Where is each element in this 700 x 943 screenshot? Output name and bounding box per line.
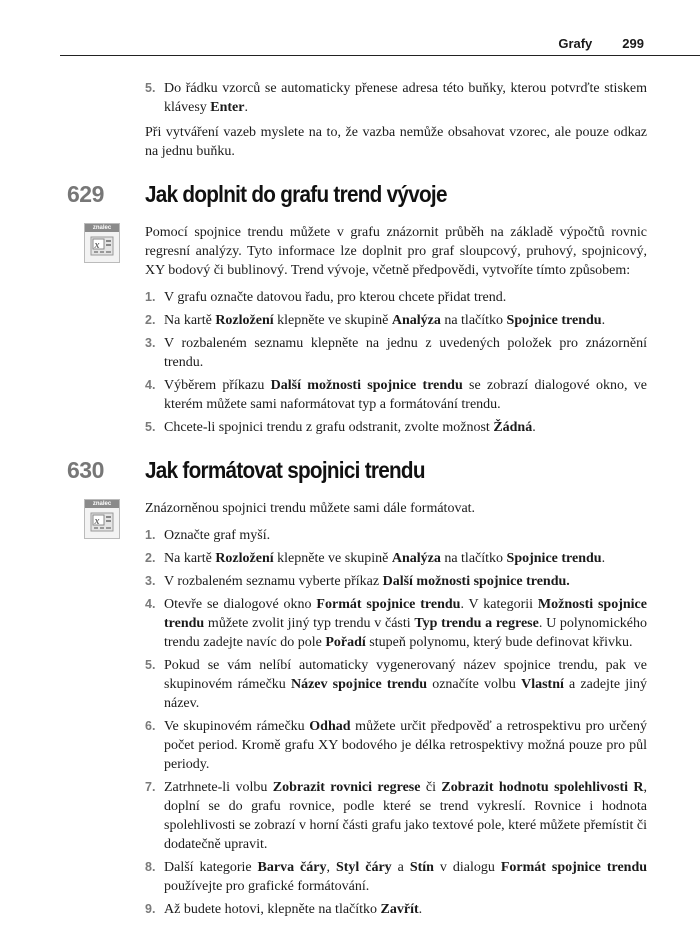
bold-term: Spojnice trendu: [506, 551, 602, 566]
text-segment: Chcete-li spojnici trendu z grafu odstranit, zvolte možnost: [164, 420, 494, 435]
list-item-number: 1.: [145, 528, 156, 542]
bold-term: Enter: [210, 100, 245, 115]
bold-term: Formát spojnice trendu: [316, 597, 461, 612]
text-segment: V rozbaleném seznamu klepněte na jednu z uvedených položek pro znázornění trendu.: [164, 336, 647, 370]
list-item-number: 8.: [145, 860, 156, 874]
section-intro-paragraph: Pomocí spojnice trendu můžete v grafu znázornit průběh na základě výpočtů rovnic regresní analýzy. Tyto informace lze doplnit pro graf sloupcový, pruhový, spojnicový, XY bodový či bublinový. Trend vývoje, včetně předpovědi, vytvoříte tímto způsobem:: [145, 225, 647, 278]
bold-term: Formát spojnice trendu: [500, 860, 648, 875]
text-segment: Na kartě: [164, 313, 216, 328]
list-item: [145, 526, 647, 545]
text-segment: V rozbaleném seznamu vyberte příkaz: [164, 574, 383, 589]
text-segment: Pokud se vám nelíbí automaticky vygenerovaný název spojnice trendu, pak ve skupinovém rámečku: [164, 658, 647, 692]
text-segment: se zobrazí dialogové okno, ve kterém můžete sami naformátovat typ a formátování trendu.: [164, 378, 647, 412]
text-segment: klepněte ve skupině: [273, 313, 392, 328]
text-segment: Zatrhnete-li volbu: [164, 780, 273, 795]
bold-term: Rozložení: [215, 313, 274, 328]
bold-term: Barva čáry: [257, 860, 327, 875]
list-item: [145, 778, 647, 854]
text-segment: , doplní se do grafu rovnice, podle které se trend vykreslí. Rovnice i hodnota spolehlivosti se zobrazí v horní části grafu jako textové pole, které můžete přemístit či dodatečně upravit.: [164, 780, 648, 852]
text-segment: stupeň polynomu, který bude definovat křivku.: [365, 635, 633, 650]
text-segment: a zadejte jiný název.: [164, 677, 647, 711]
bold-term: Název spojnice trendu: [290, 677, 428, 692]
text-segment: používejte pro grafické formátování.: [164, 879, 370, 894]
text-segment: Ve skupinovém rámečku: [164, 719, 310, 734]
text-segment: Označte graf myší.: [164, 528, 271, 543]
text-segment: a: [391, 860, 410, 875]
page-content: [67, 79, 648, 923]
section-heading: [67, 181, 647, 219]
bold-term: Spojnice trendu: [506, 313, 602, 328]
list-item: [145, 288, 647, 307]
bold-term: Další možnosti spojnice trendu.: [382, 574, 570, 589]
list-item-number: 2.: [145, 313, 156, 327]
text-segment: V grafu označte datovou řadu, pro kterou chcete přidat trend.: [164, 290, 507, 305]
list-item-number: 1.: [145, 290, 156, 304]
list-item: [145, 595, 647, 652]
list-item-number: 5.: [145, 658, 156, 672]
section-629: [67, 181, 647, 437]
text-segment: . V kategorii: [460, 597, 538, 612]
bold-term: Zobrazit hodnotu spolehlivosti R: [441, 780, 644, 795]
znalec-badge-icon: [84, 223, 120, 263]
text-segment: klepněte ve skupině: [273, 551, 392, 566]
bold-term: Zobrazit rovnici regrese: [272, 780, 421, 795]
page-number: 299: [622, 36, 644, 51]
bold-term: Další možnosti spojnice trendu: [270, 378, 463, 393]
bold-term: Stín: [409, 860, 434, 875]
svg-text:x: x: [94, 516, 100, 527]
text-segment: .: [532, 420, 536, 435]
excel-icon: [90, 512, 114, 532]
svg-text:x: x: [94, 240, 100, 251]
text-segment: Až budete hotovi, klepněte na tlačítko: [164, 902, 381, 917]
bold-term: Typ trendu a regrese: [414, 616, 539, 631]
list-item: [145, 572, 647, 591]
text-segment: .: [601, 551, 606, 566]
list-item-number: 3.: [145, 574, 156, 588]
bold-term: Rozložení: [215, 551, 274, 566]
section-title: Jak doplnit do grafu trend vývoje: [145, 181, 447, 207]
bold-term: Zavřít: [380, 902, 419, 917]
text-segment: na tlačítko: [440, 551, 507, 566]
text-segment: Na kartě: [164, 551, 216, 566]
header-rule: [60, 55, 700, 56]
section-heading: [67, 457, 647, 495]
list-item: [145, 418, 647, 437]
text-segment: Do řádku vzorců se automaticky přenese adresa této buňky, kterou potvrďte stiskem klávesy: [164, 81, 647, 115]
text-segment: Výběrem příkazu: [164, 378, 271, 393]
bold-term: Vlastní: [521, 677, 564, 692]
section-number: 630: [67, 457, 104, 483]
text-segment: .: [601, 313, 606, 328]
running-head: [558, 36, 644, 51]
excel-icon: [90, 236, 114, 256]
text-segment: či: [420, 780, 442, 795]
text-segment: na tlačítko: [440, 313, 507, 328]
list-item-number: 2.: [145, 551, 156, 565]
steps-list: [145, 526, 647, 919]
text-segment: .: [244, 100, 248, 115]
section-630: [67, 457, 648, 919]
list-item: [145, 900, 647, 919]
list-item-number: 5.: [145, 81, 156, 95]
bold-term: Odhad: [309, 719, 351, 734]
text-segment: můžete určit předpověď a retrospektivu pro určený počet period. Kromě grafu XY bodového je délka retrospektivy možná pouze pro půl periody.: [164, 719, 647, 772]
list-item: [145, 79, 647, 117]
intro-list: [145, 79, 647, 117]
text-segment: v dialogu: [433, 860, 501, 875]
steps-list: [145, 288, 647, 437]
bold-term: Žádná: [493, 420, 533, 435]
bold-term: Analýza: [391, 313, 441, 328]
list-item-number: 3.: [145, 336, 156, 350]
text-segment: . U polynomického trendu zadejte navíc do pole: [164, 616, 647, 650]
bold-term: Pořadí: [325, 635, 366, 650]
znalec-badge-icon: [84, 499, 120, 539]
list-item-number: 6.: [145, 719, 156, 733]
bold-term: Analýza: [391, 551, 441, 566]
intro-paragraph: Při vytváření vazeb myslete na to, že vazba nemůže obsahovat vzorec, ale pouze odkaz na jednu buňku.: [145, 125, 647, 159]
list-item: [145, 549, 647, 568]
list-item: [145, 334, 647, 372]
section-intro-paragraph: Znázorněnou spojnici trendu můžete sami dále formátovat.: [145, 501, 476, 516]
list-item-number: 7.: [145, 780, 156, 794]
list-item: [145, 717, 647, 774]
badge-label: znalec: [85, 224, 119, 232]
bold-term: Styl čáry: [335, 860, 392, 875]
badge-label: znalec: [85, 500, 119, 508]
section-number: 629: [67, 181, 104, 207]
list-item: [145, 858, 647, 896]
text-segment: můžete zvolit jiný typ trendu v části: [204, 616, 415, 631]
bold-term: Možnosti spojnice trendu: [164, 597, 647, 631]
text-segment: .: [418, 902, 423, 917]
list-item: [145, 656, 647, 713]
section-title: Jak formátovat spojnici trendu: [145, 457, 425, 483]
list-item-number: 4.: [145, 597, 156, 611]
list-item-number: 4.: [145, 378, 156, 392]
text-segment: označíte volbu: [427, 677, 522, 692]
list-item-number: 9.: [145, 902, 156, 916]
list-item-number: 5.: [145, 420, 156, 434]
list-item: [145, 376, 647, 414]
running-head-section: Grafy: [558, 36, 593, 51]
text-segment: Další kategorie: [164, 860, 258, 875]
list-item: [145, 311, 647, 330]
text-segment: Otevře se dialogové okno: [164, 597, 317, 612]
text-segment: ,: [326, 860, 336, 875]
